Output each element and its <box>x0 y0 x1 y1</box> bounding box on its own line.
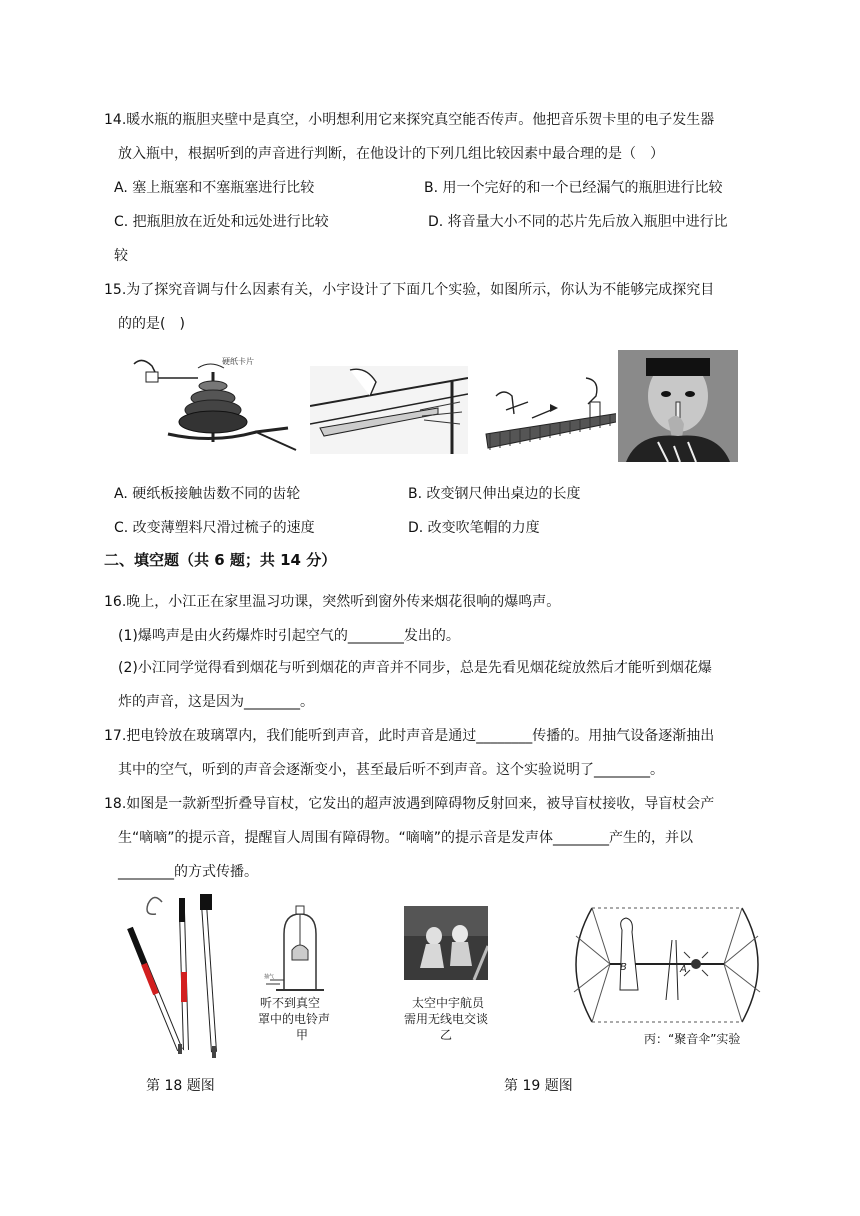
figure-18-caption: 第 18 题图 <box>146 1078 215 1094</box>
q18-line1: 18.如图是一款新型折叠导盲杖，它发出的超声波遇到障碍物反射回来，被导盲杖接收，导盲杖会产 <box>104 796 715 812</box>
q15-stem-line1: 15.为了探究音调与什么因素有关，小宇设计了下面几个实验，如图所示，你认为不能够完成探究目 <box>104 282 715 298</box>
figure-label-cardboard: 硬纸卡片 <box>222 357 254 366</box>
bell-jar-figure <box>260 900 340 1050</box>
q18-line3: ________的方式传播。 <box>118 864 258 880</box>
q14-stem-line2: 放入瓶中，根据听到的声音进行判断，在他设计的下列几组比较因素中最合理的是（ ） <box>118 146 664 162</box>
q15-option-d: D. 改变吹笔帽的力度 <box>408 520 540 536</box>
q14-stem-line1: 14.暖水瓶的瓶胆夹壁中是真空，小明想利用它来探究真空能否传声。他把音乐贺卡里的电子发生器 <box>104 112 715 128</box>
astronauts-photo <box>404 906 488 980</box>
jia-label: 甲 <box>296 1028 309 1042</box>
q14-option-b: B. 用一个完好的和一个已经漏气的瓶胆进行比较 <box>424 180 723 196</box>
q15-option-b: B. 改变钢尺伸出桌边的长度 <box>408 486 581 502</box>
q16-part2-line1: (2)小江同学觉得看到烟花与听到烟花的声音并不同步，总是先看见烟花绽放然后才能听到烟花爆 <box>118 660 712 676</box>
jia-caption-line1: 听不到真空 <box>260 996 321 1010</box>
q16-stem: 16.晚上，小江正在家里温习功课，突然听到窗外传来烟花很响的爆鸣声。 <box>104 594 561 610</box>
q14-option-c: C. 把瓶胆放在近处和远处进行比较 <box>114 214 329 230</box>
yi-caption-line2: 需用无线电交谈 <box>404 1012 489 1026</box>
svg-text:A: A <box>680 964 687 975</box>
q14-option-a: A. 塞上瓶塞和不塞瓶塞进行比较 <box>114 180 315 196</box>
boy-blowing-pen-cap-photo <box>618 350 738 462</box>
comb-experiment-figure <box>476 374 616 454</box>
q18-line2: 生“嘀嘀”的提示音，提醒盲人周围有障碍物。“嘀嘀”的提示音是发声体________产生的，并以 <box>118 830 694 846</box>
q14-option-d-cont: 较 <box>114 248 128 264</box>
q15-stem-line2: 的的是( ) <box>118 316 185 332</box>
svg-text:B: B <box>620 962 627 973</box>
figure-19-caption: 第 19 题图 <box>504 1078 573 1094</box>
folding-blind-cane-figure <box>118 892 228 1062</box>
q14-option-d: D. 将音量大小不同的芯片先后放入瓶胆中进行比 <box>428 214 728 230</box>
q17-line1: 17.把电铃放在玻璃罩内，我们能听到声音，此时声音是通过________传播的。用抽气设备逐渐抽出 <box>104 728 715 744</box>
umbrella-focusing-figure <box>562 900 772 1046</box>
q17-line2: 其中的空气，听到的声音会逐渐变小，甚至最后听不到声音。这个实验说明了________。 <box>118 762 664 778</box>
jia-caption-line2: 罩中的电铃声 <box>258 1012 331 1026</box>
svg-text:抽气: 抽气 <box>264 974 275 980</box>
yi-caption-line1: 太空中宇航员 <box>412 996 485 1010</box>
gear-experiment-figure <box>128 352 300 452</box>
q15-option-c: C. 改变薄塑料尺滑过梳子的速度 <box>114 520 315 536</box>
q16-part2-line2: 炸的声音，这是因为________。 <box>118 694 314 710</box>
q16-part1: (1)爆鸣声是由火药爆炸时引起空气的________发出的。 <box>118 628 460 644</box>
ruler-experiment-figure <box>310 366 468 454</box>
q15-option-a: A. 硬纸板接触齿数不同的齿轮 <box>114 486 301 502</box>
bing-label: 丙：“聚音伞”实验 <box>644 1032 741 1046</box>
yi-label: 乙 <box>440 1028 453 1042</box>
section-title: 二、填空题（共 6 题；共 14 分） <box>104 551 337 569</box>
